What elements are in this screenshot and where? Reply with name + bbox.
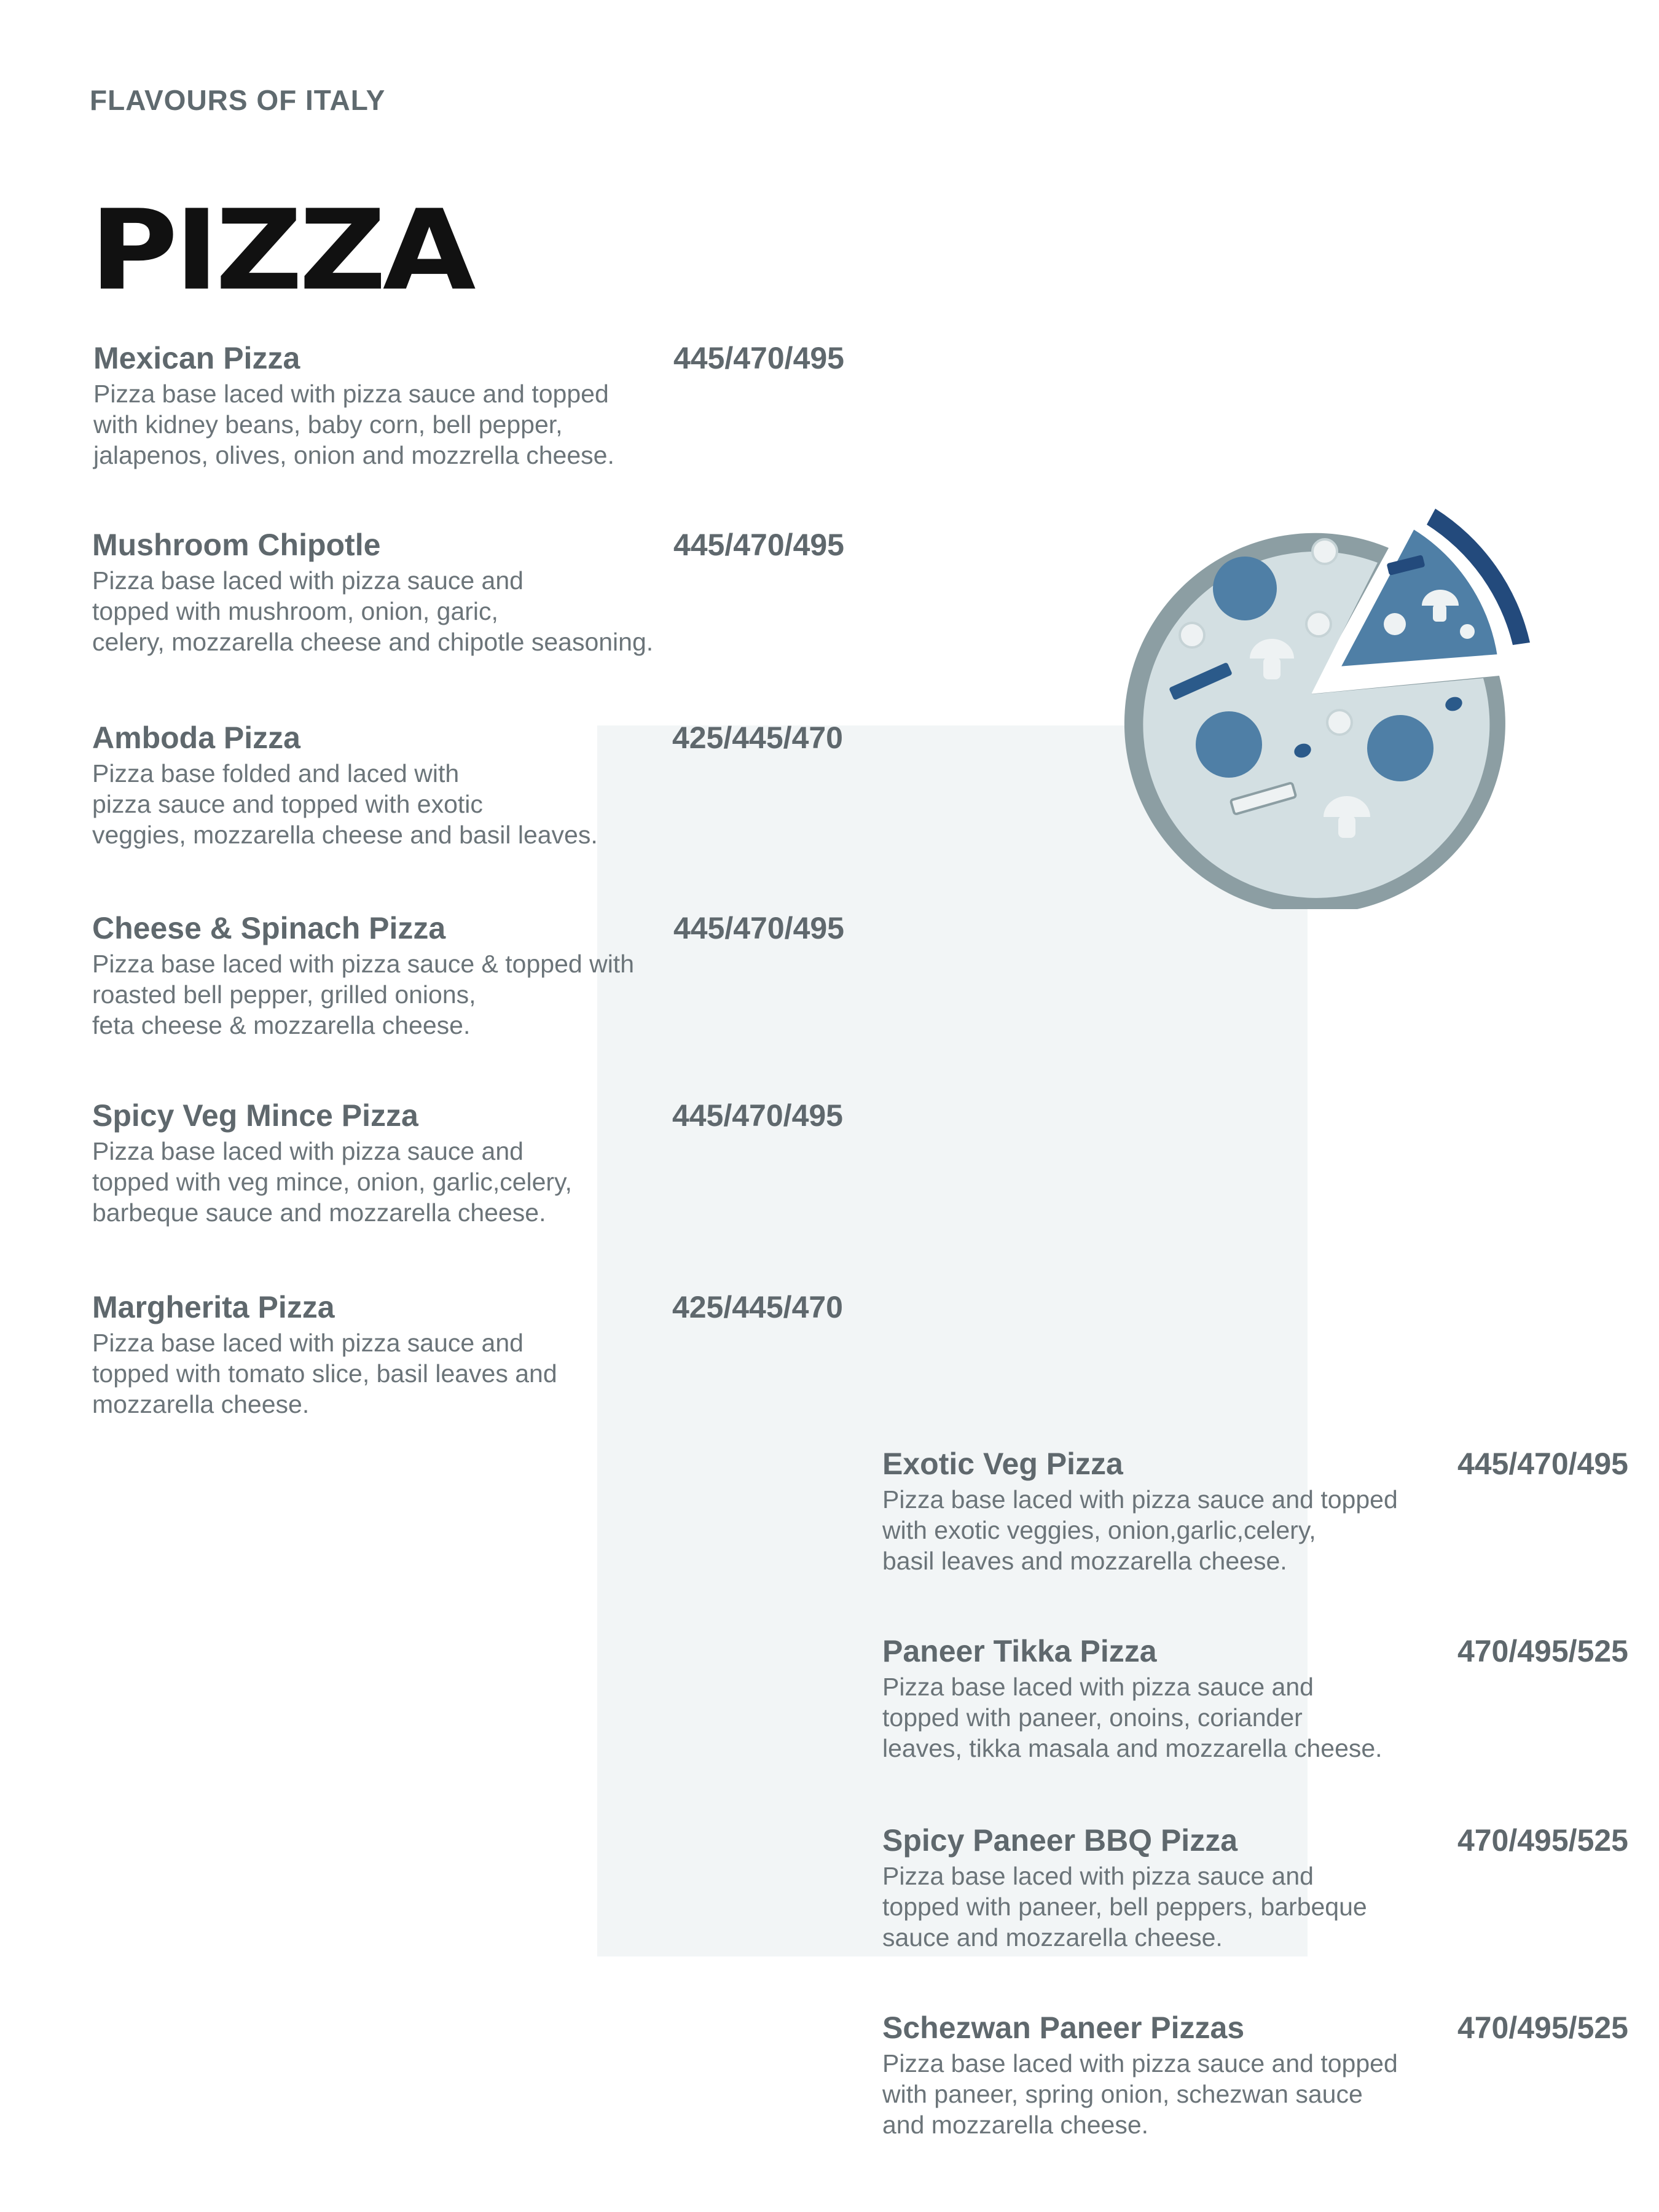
menu-item-amboda-pizza (92, 720, 843, 850)
section-kicker: FLAVOURS OF ITALY (90, 84, 386, 116)
menu-item-paneer-tikka-pizza (882, 1633, 1628, 1764)
item-price: 445/470/495 (1457, 1447, 1628, 1481)
menu-item-cheese-spinach-pizza (92, 910, 844, 1041)
menu-item-mexican-pizza (93, 340, 844, 471)
item-description: Pizza base laced with pizza sauce and topped with kidney beans, baby corn, bell pepper, jalapenos, olives, onion and mozzrella cheese. (93, 380, 614, 469)
item-description: Pizza base laced with pizza sauce and topped with mushroom, onion, garic, celery, mozzarella cheese and chipotle seasoning. (92, 566, 654, 656)
item-description: Pizza base laced with pizza sauce and topped with exotic veggies, onion,garlic,celery, basil leaves and mozzarella cheese. (882, 1485, 1398, 1575)
menu-item-spicy-paneer-bbq-pizza (882, 1823, 1628, 1953)
item-description: Pizza base laced with pizza sauce and topped with paneer, spring onion, schezwan sauce and mozzarella cheese. (882, 2049, 1398, 2139)
item-name: Amboda Pizza (92, 721, 300, 755)
item-name: Spicy Paneer BBQ Pizza (882, 1823, 1238, 1858)
menu-item-spicy-veg-mince-pizza (92, 1098, 843, 1228)
item-price: 445/470/495 (673, 528, 844, 562)
item-name: Paneer Tikka Pizza (882, 1634, 1157, 1668)
item-price: 470/495/525 (1457, 1634, 1628, 1668)
item-name: Mexican Pizza (93, 341, 300, 375)
pizza-slice (1338, 509, 1530, 668)
item-description: Pizza base laced with pizza sauce & topped with roasted bell pepper, grilled onions, feta cheese & mozzarella cheese. (92, 950, 635, 1039)
item-price: 445/470/495 (673, 341, 844, 375)
item-description: Pizza base laced with pizza sauce and topped with paneer, bell peppers, barbeque sauce and mozzarella cheese. (882, 1862, 1367, 1952)
item-price: 445/470/495 (673, 911, 844, 945)
item-name: Cheese & Spinach Pizza (92, 911, 446, 945)
menu-item-margherita-pizza (92, 1289, 843, 1420)
menu-item-schezwan-paneer-pizzas (882, 2010, 1628, 2140)
item-description: Pizza base laced with pizza sauce and topped with veg mince, onion, garlic,celery, barbeque sauce and mozzarella cheese. (92, 1137, 572, 1227)
pizza-icon (1100, 491, 1542, 909)
item-price: 425/445/470 (672, 721, 843, 755)
item-description: Pizza base laced with pizza sauce and topped with tomato slice, basil leaves and mozzarella cheese. (92, 1329, 557, 1418)
item-description: Pizza base folded and laced with pizza sauce and topped with exotic veggies, mozzarella cheese and basil leaves. (92, 759, 598, 849)
item-price: 470/495/525 (1457, 1823, 1628, 1858)
item-name: Margherita Pizza (92, 1290, 335, 1324)
item-price: 445/470/495 (672, 1098, 843, 1133)
item-price: 470/495/525 (1457, 2011, 1628, 2045)
menu-item-mushroom-chipotle (92, 527, 844, 657)
menu-item-exotic-veg-pizza (882, 1446, 1628, 1576)
item-name: Schezwan Paneer Pizzas (882, 2011, 1245, 2045)
page-title: PIZZA (90, 186, 473, 316)
item-name: Mushroom Chipotle (92, 528, 381, 562)
item-name: Spicy Veg Mince Pizza (92, 1098, 418, 1133)
item-name: Exotic Veg Pizza (882, 1447, 1123, 1481)
item-price: 425/445/470 (672, 1290, 843, 1324)
item-description: Pizza base laced with pizza sauce and topped with paneer, onoins, coriander leaves, tikka masala and mozzarella cheese. (882, 1673, 1382, 1762)
